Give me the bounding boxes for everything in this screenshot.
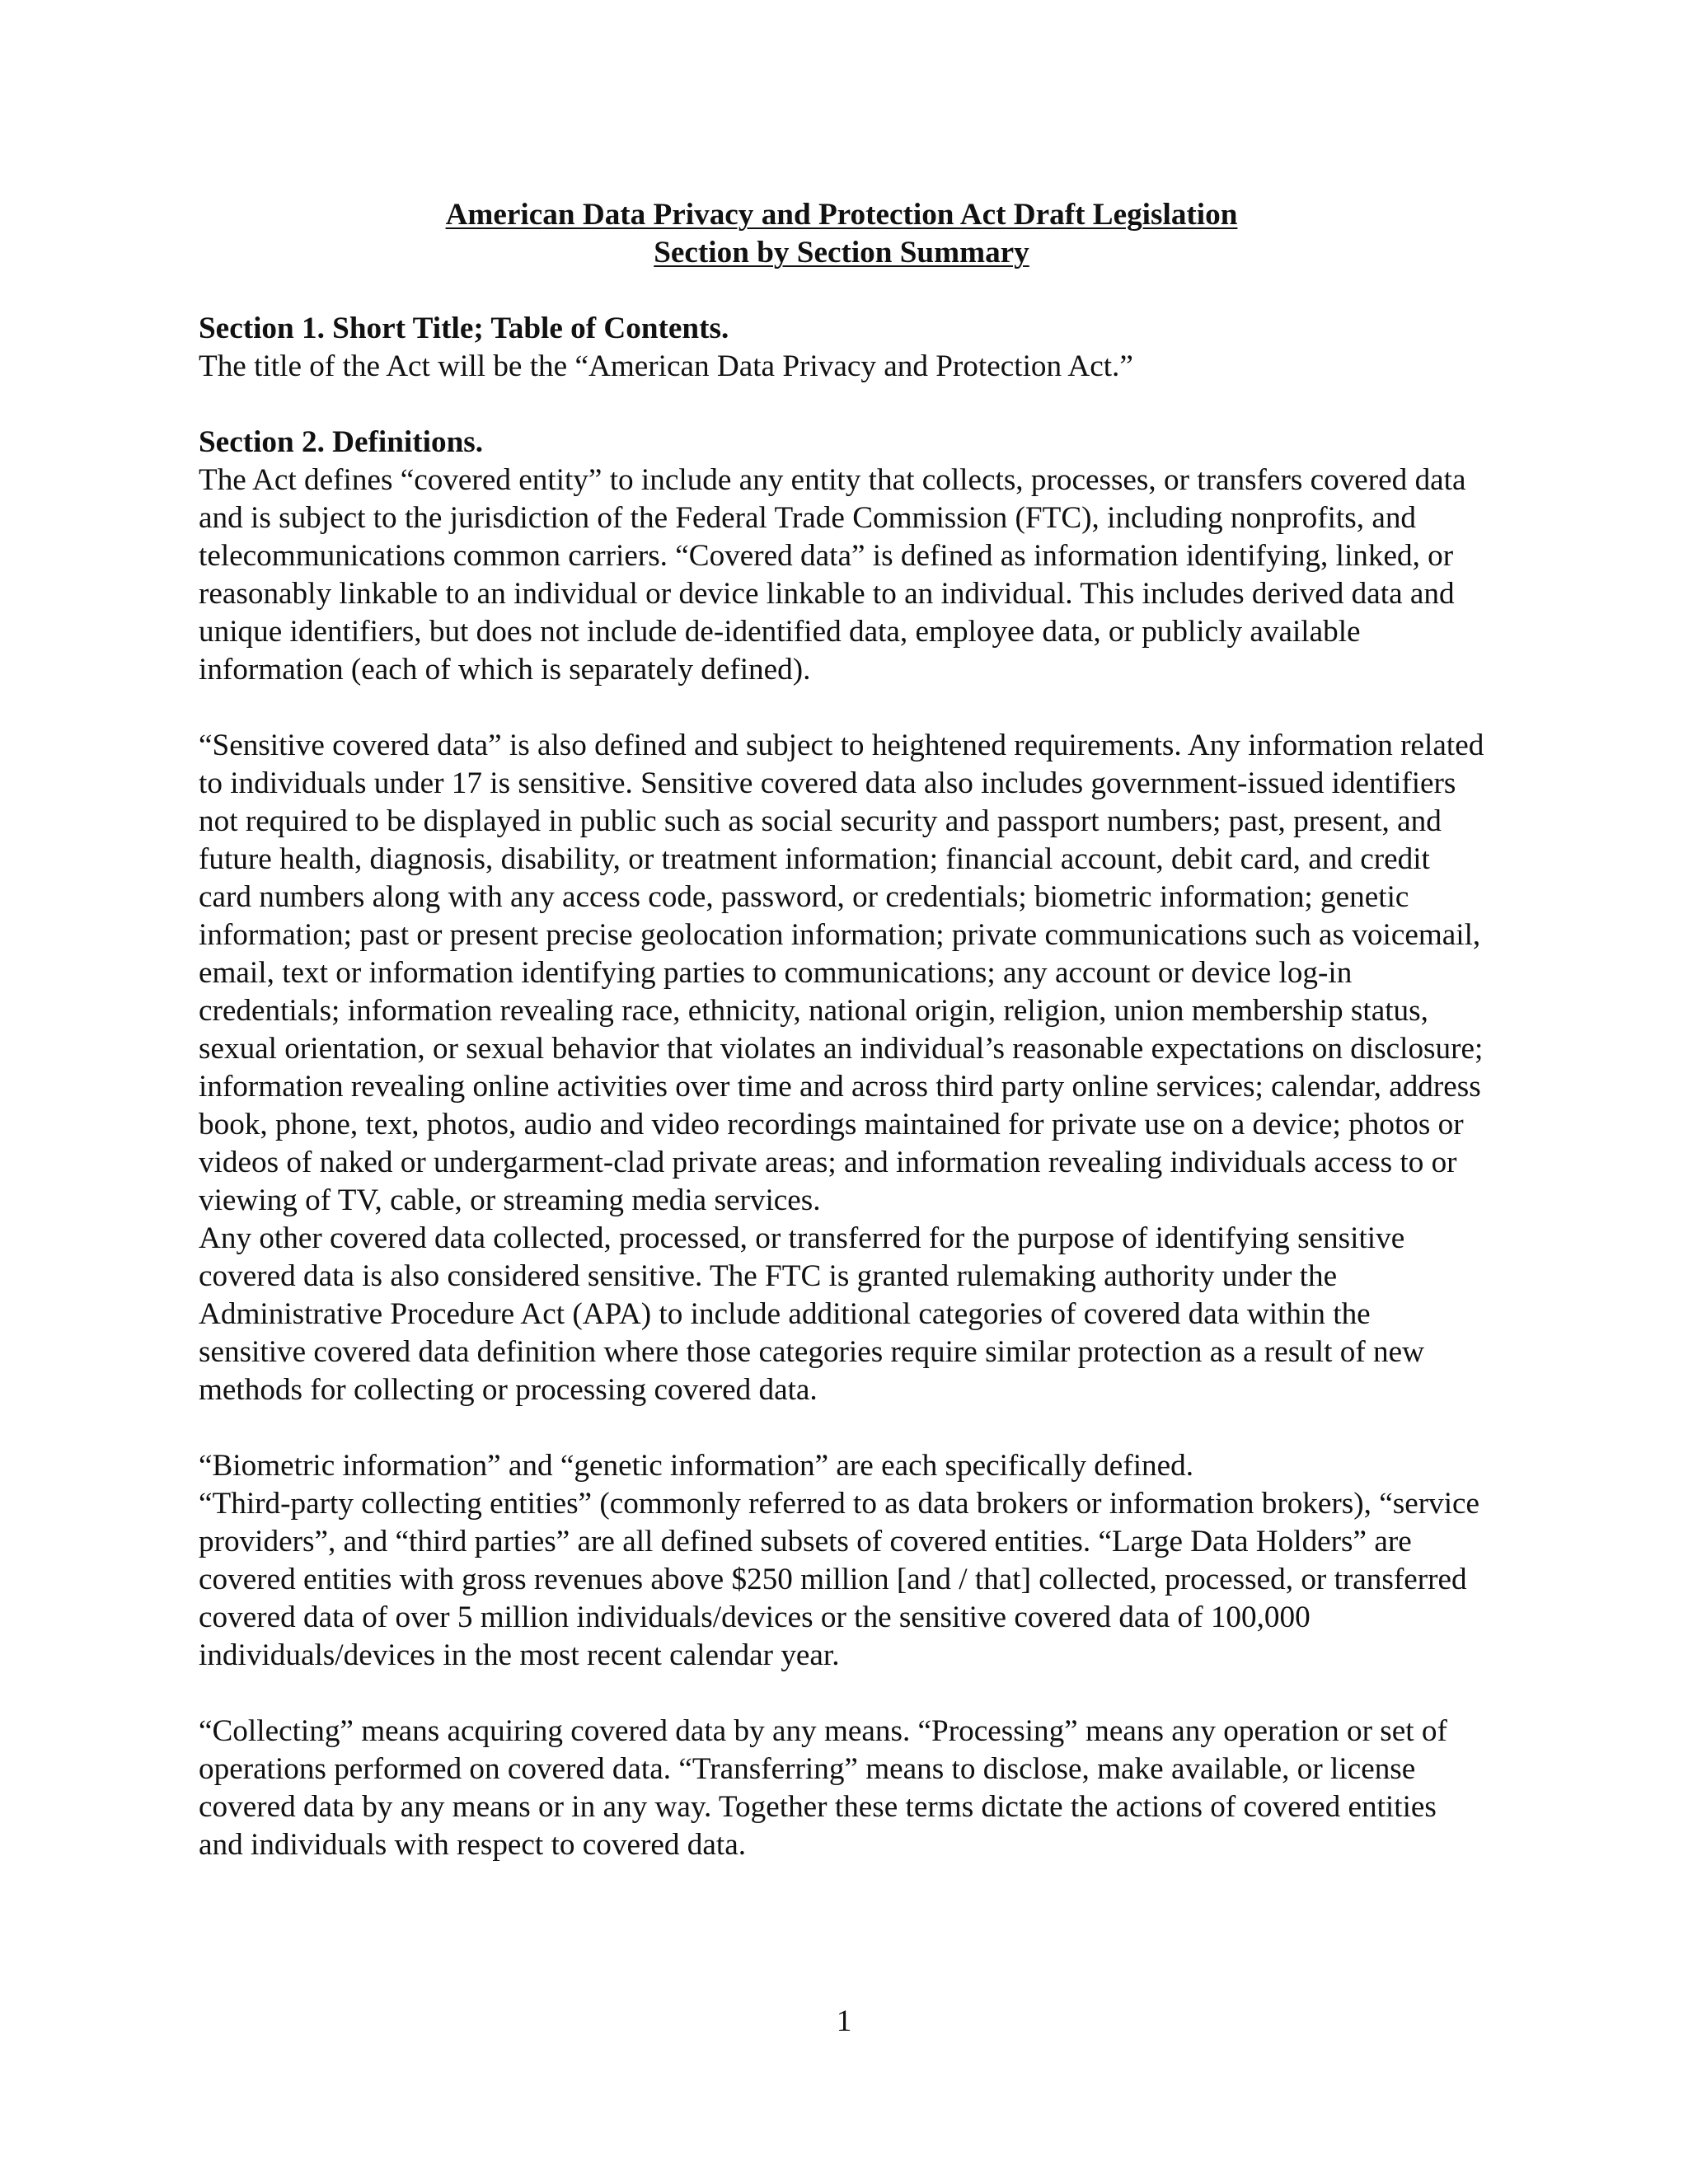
- section-2-paragraph-5: “Third-party collecting entities” (commonly referred to as data brokers or information brokers), “service providers”, and “third parties” are all defined subsets of covered entities. “Large Data Holders” are covered entities with gross revenues above $250 million [and / that] collected, processed, or transferred covered data of over 5 million individuals/devices or the sensitive covered data of 100,000 individuals/devices in the most recent calendar year.: [199, 1487, 1480, 1672]
- spacer: [199, 689, 1484, 727]
- section-2: [199, 424, 1484, 1864]
- section-1-body: The title of the Act will be the “American Data Privacy and Protection Act.”: [199, 349, 1133, 383]
- title-line-2: Section by Section Summary: [654, 236, 1029, 269]
- section-2-paragraph-6: “Collecting” means acquiring covered data by any means. “Processing” means any operation or set of operations performed on covered data. “Transferring” means to disclose, make available, or license covered data by any means or in any way. Together these terms dictate the actions of covered entities and individuals with respect to covered data.: [199, 1714, 1447, 1862]
- page-number: 1: [836, 2004, 852, 2038]
- spacer: [199, 1675, 1484, 1713]
- section-1: [199, 310, 1484, 386]
- section-1-heading: Section 1. Short Title; Table of Contents.: [199, 312, 729, 345]
- section-2-paragraph-1: The Act defines “covered entity” to include any entity that collects, processes, or transfers covered data and is subject to the jurisdiction of the Federal Trade Commission (FTC), including nonprofits, and telecommunications common carriers. “Covered data” is defined as information identifying, linked, or reasonably linkable to an individual or device linkable to an individual. This includes derived data and unique identifiers, but does not include de-identified data, employee data, or publicly available information (each of which is separately defined).: [199, 463, 1466, 687]
- spacer: [199, 1409, 1484, 1447]
- title-line-1: American Data Privacy and Protection Act Draft Legislation: [445, 198, 1238, 232]
- section-2-paragraph-2: “Sensitive covered data” is also defined and subject to heightened requirements. Any information related to individuals under 17 is sensitive. Sensitive covered data also includes government-issued identifiers not required to be displayed in public such as social security and passport numbers; past, present, and future health, diagnosis, disability, or treatment information; financial account, debit card, and credit card numbers along with any access code, password, or credentials; biometric information; genetic information; past or present precise geolocation information; private communications such as voicemail, email, text or information identifying parties to communications; any account or device log-in credentials; information revealing race, ethnicity, national origin, religion, union membership status, sexual orientation, or sexual behavior that violates an individual’s reasonable expectations on disclosure; information revealing online activities over time and across third party online services; calendar, address book, phone, text, photos, audio and video recordings maintained for private use on a device; photos or videos of naked or undergarment-clad private areas; and information revealing individuals access to or viewing of TV, cable, or streaming media services.: [199, 729, 1484, 1217]
- section-2-paragraph-4: “Biometric information” and “genetic information” are each specifically defined.: [199, 1449, 1194, 1483]
- spacer: [199, 386, 1484, 424]
- section-2-paragraph-3: Any other covered data collected, processed, or transferred for the purpose of identifying sensitive covered data is also considered sensitive. The FTC is granted rulemaking authority under the Administrative Procedure Act (APA) to include additional categories of covered data within the sensitive covered data definition where those categories require similar protection as a result of new methods for collecting or processing covered data.: [199, 1221, 1424, 1407]
- section-2-heading: Section 2. Definitions.: [199, 425, 484, 459]
- document-body: [199, 196, 1484, 1864]
- document-title: [199, 196, 1484, 272]
